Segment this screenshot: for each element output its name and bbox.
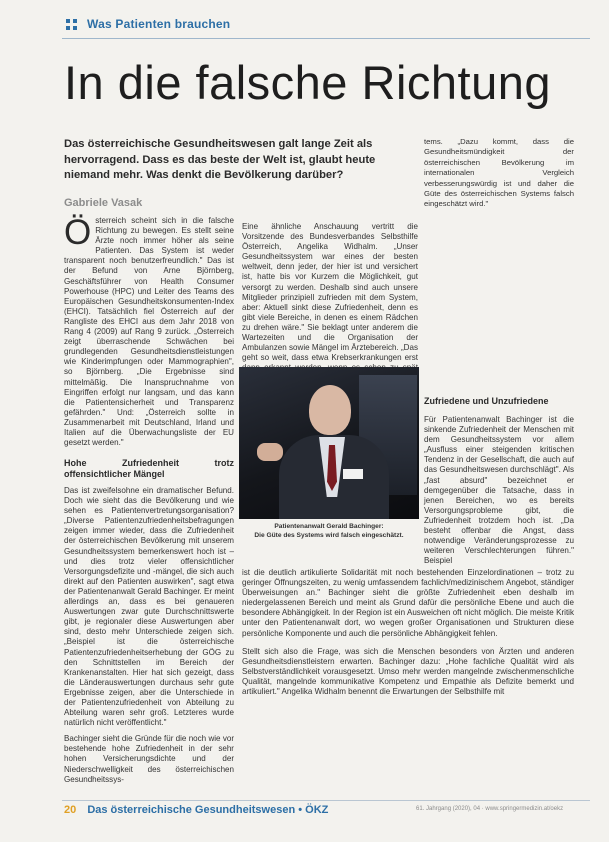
photo-caption (239, 522, 419, 540)
page-footer (64, 804, 328, 816)
section-kicker (66, 17, 230, 31)
column-3 (424, 396, 574, 566)
paragraph: tems. „Dazu kommt, dass die Gesundheitsmündigkeit der österreichischen Bevölkerung im internationalen Vergleich verbesserungswürdig ist und daher die Güte des österreichischen Systems falsch eingeschätzt wird." (424, 137, 574, 209)
page-number: 20 (64, 804, 77, 816)
paragraph: Das ist zweifelsohne ein dramatischer Befund. Doch wie sieht das die Bevölkerung und wie sehen es Patientenvertretungsorganisation? „Diverse Patientenzufriedenheitsbefragungen zeigen immer wieder, dass die Zufriedenheit der österreichischen Bevölkerung mit unserem Gesundheitssystem bemerkenswert hoch ist – und dies trotz vieler offensichtlicher Versorgungsdefizite und -mängel, die sich auch direkt auf den Patienten auswirken", sagt etwa der Patientenanwalt Gerald Bachinger. Er meint allerdings an, dass es bei genaueren Auswertungen zwar gute Durchschnittswerte gibt, je regionaler diese Auswertungen aber sind, desto mehr Unterschiede zeigen sich. „Beispiel ist die österreichische Patientenzufriedenheitserhebung der GÖG zu den Schnittstellen im Bereich der Krankenanstalten. Hier hat sich gezeigt, dass die Länderauswertungen durchaus sehr gute Ergebnisse zeigen, aber die Unterschiede in der Patientenzufriedenheit von Abteilung zu Abteilung waren sehr groß. Letzteres wurde natürlich nicht veröffentlicht." (64, 486, 234, 728)
article-lead: Das österreichische Gesundheitswesen galt lange Zeit als hervorragend. Dass es das beste der Welt ist, glaubt heute niemand mehr. Was denkt die Bevölkerung darüber? (64, 138, 376, 181)
drop-cap: Ö (64, 213, 92, 252)
caption-line: Patientenanwalt Gerald Bachinger: (274, 523, 384, 530)
subheading-satisfied: Zufriedene und Unzufriedene (424, 396, 549, 406)
column-1-continued (64, 486, 234, 785)
subheading-satisfaction: Hohe Zufriedenheit trotz offensichtlicher Mängel (64, 458, 234, 480)
column-1 (64, 213, 234, 488)
column-2 (242, 222, 418, 384)
paragraph-intro: sterreich scheint sich in die falsche Richtung zu bewegen. Es stellt seine Ärzte noch immer höher als seine Patienten. Das System ist weder transparent noch benutzerfreundlich." Das ist der Befund von Arne Björnberg, Geschäftsführer von Health Consumer Powerhouse (HPC) und Leiter des Teams des Europäischen Gesundheitskonsumenten-Index (EHCI). Tatsächlich fiel Österreich auf der Rangliste des EHCI aus dem Jahr 2018 von Rang 4 (2009) auf Rang 9 zurück. „Österreich zeigt überraschende Schwächen bei grundlegenden Gesundheitsdienstleistungen wie Kinderimpfungen oder Mammographien", so Björnberg. „Die Ergebnisse sind mittelmäßig. Die Inanspruchnahme von Eingriffen erfolgt nur langsam, und das kann die Patientensicherheit und Transparenz gefährden." Und: „Österreich sollte in Zusammenarbeit mit Deutschland, Irland und Italien auf die Überwachungsliste der EU gesetzt werden." (64, 216, 234, 448)
paragraph: Stellt sich also die Frage, was sich die Menschen besonders von Ärzten und anderen Gesundheitsdienstleistern erwarten. Bachinger dazu: „Hohe fachliche Qualität wird als Selbstverständlichkeit vorausgesetzt. Umso mehr werden mangelnde zwischenmenschliche Qualität, mangelnde kommunikative Kompetenz und Empathie als Defizite bemerkt und artikuliert." Angelika Widhalm benennt die Erwartungen der Selbsthilfe mit (242, 646, 574, 697)
footer-issue: 61. Jahrgang (2020), 04 · www.springermedizin.at/oekz (416, 806, 564, 812)
paragraph: Bachinger sieht die Gründe für die noch wie vor bestehende hohe Zufriedenheit in der sehr hohen Versicherungsdichte und der Niederschwelligkeit des österreichischen Gesundheitssys- (64, 734, 234, 784)
section-dots-icon (66, 19, 77, 30)
column-2-3-continued (242, 568, 574, 697)
column-right-top (424, 137, 574, 210)
section-label: Was Patienten brauchen (87, 17, 231, 31)
article-headline: In die falsche Richtung (64, 56, 552, 109)
article-author: Gabriele Vasak (64, 197, 143, 209)
portrait-photo (239, 367, 419, 519)
footer-title: Das österreichische Gesundheitswesen • ÖKZ (87, 804, 329, 816)
paragraph: Eine ähnliche Anschauung vertritt die Vorsitzende des Bundesverbandes Selbsthilfe Österreich, Angelika Widhalm. „Unser Gesundheitssystem war eines der besten weltweit, denn jeder, der hier ist und versichert ist, hatte bis vor Kurzem die Möglichkeit, gut versorgt zu werden. Deshalb sind auch unsere Mitglieder prinzipiell zufrieden mit dem System, aber: Aktuell sinkt diese Zufriedenheit, denn es gibt viele Bereiche, in denen es einem Rädchen zu drehen wäre." Sie beklagt unter anderem die Wartezeiten und die Organisation der Ambulanzen sowie Mängel im Ärztebereich. „Das geht so weit, dass etwa Krebserkrankungen erst (242, 222, 418, 363)
paragraph: Für Patientenanwalt Bachinger ist die sinkende Zufriedenheit der Menschen mit dem Gesundheitssystem vor allem „Ausfluss einer steigenden kritischen Tendenz in der Gesellschaft, die auch auf das Gesundheitswesen durchschlägt". Als „fast absurd" bezeichnet er demgegenüber die Tatsache, dass in jenen Bereichen, wo es bereits Versorgungsprobleme gibt, die Zufriedenheit trotzdem hoch ist. „Da besteht offenbar die Angst, dass notwendige Veränderungsprozesse zu weiteren Verschlechterungen führen." Beispiel (424, 415, 574, 566)
footer-rule (62, 800, 590, 801)
caption-line: Die Güte des Systems wird falsch eingeschätzt. (254, 532, 404, 539)
paragraph: ist die deutlich artikulierte Solidarität mit noch bestehenden Einzelordinationen – trotz zu geringer Öffnungszeiten, zu wenig umfassendem fachlich/medizinischem Angebot, ständiger Überweisungen an." Bachinger sieht die größte Zufriedenheit eben deshalb im niedergelassenen Bereich und meint als Grund dafür die persönliche Ebene und auch die besondere Abhängigkeit. In der Region ist ein Ausweichen oft nicht möglich. Die meiste Kritik unter den Patientenanwalt dort, wo wegen großer Organisationen und Strukturen diese persönliche Komponente und auch die persönliche Abhängigkeit fehlen. (242, 568, 574, 638)
header-rule (62, 38, 590, 39)
